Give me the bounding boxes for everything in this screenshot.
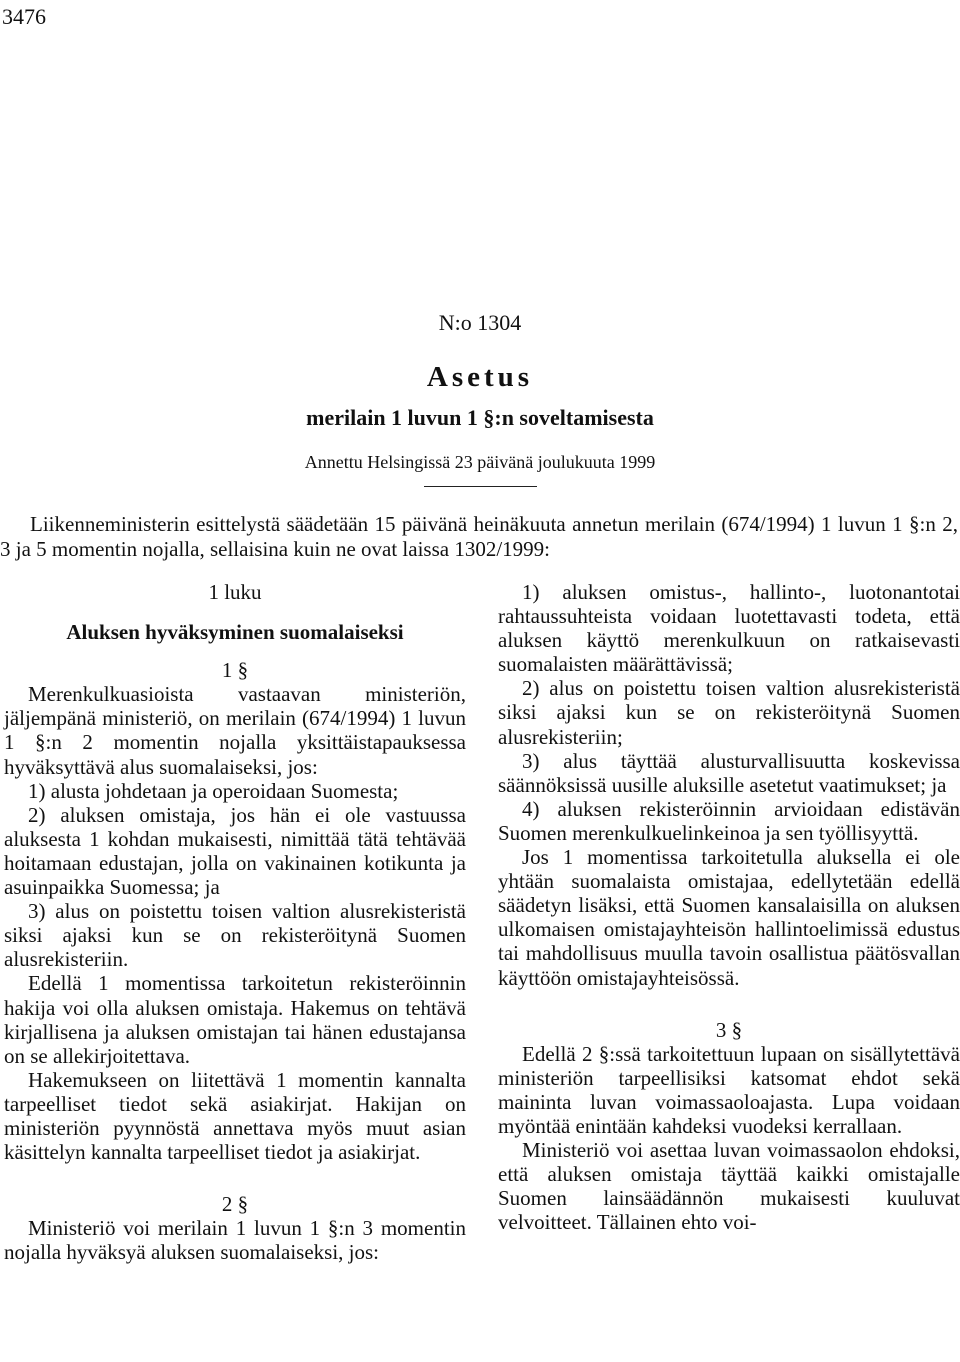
right-column (498, 580, 960, 1234)
section-1-item-2: 2) aluksen omistaja, jos hän ei ole vastuussa aluksesta 1 kohdan mukaisesti, nimittää tätä tehtävää hoitamaan edustajan, jolla on vakinainen kotikunta ja asuinpaikka Suomessa; ja (4, 802, 466, 900)
preamble (0, 512, 958, 562)
chapter-label: 1 luku (208, 580, 262, 604)
section-1-label: 1 § (221, 658, 249, 683)
preamble-text: Liikenneministerin esittelystä säädetään 15 päivänä heinäkuuta annetun merilain (674/1994) 1 luvun 1 §:n 2, 3 ja 5 momentin nojalla, sellaisina kuin ne ovat laissa 1302/1999: (0, 512, 958, 561)
section-2-item-2: 2) alus on poistettu toisen valtion alusrekisteristä siksi ajaksi kun se on rekisteröitynä Suomen alusrekisteriin; (498, 676, 960, 749)
section-2-paragraph-1: Ministeriö voi merilain 1 luvun 1 §:n 3 momentin nojalla hyväksyä aluksen suomalaiseksi, jos: (4, 1216, 466, 1265)
document-type: Asetus (426, 361, 534, 393)
section-3-label: 3 § (715, 1017, 743, 1042)
section-3-paragraph-2: Ministeriö voi asettaa luvan voimassaolon ehdoksi, että aluksen omistaja täyttää kaikki omistajalle Suomen lainsäädännön mukaisesti kuuluvat velvoitteet. Tällainen ehto voi- (498, 1138, 960, 1235)
section-1-paragraph-2: Edellä 1 momentissa tarkoitetun rekisteröinnin hakija voi olla aluksen omistaja. Hakemus on tehtävä kirjallisena ja aluksen omistajan tai hänen edustajansa on se allekirjoitettava. (4, 971, 466, 1068)
left-column (4, 580, 466, 1264)
issue-date-line: Annettu Helsingissä 23 päivänä joulukuuta 1999 (304, 452, 656, 472)
section-2-item-1: 1) aluksen omistus-, hallinto-, luotonantotai rahtaussuhteista voidaan luotettavasti todeta, että aluksen käyttö merenkulkuun on ratkaisevasti suomalaisten määrättävissä; (498, 580, 960, 677)
section-3-paragraph-1: Edellä 2 §:ssä tarkoitettuun lupaan on sisällytettävä ministeriön tarpeellisiksi katsomat ehdot sekä maininta luvan voimassaoloajasta. Lupa voidaan myöntää enintään kahdeksi vuodeksi kerrallaan. (498, 1041, 960, 1138)
chapter-heading: Aluksen hyväksyminen suomalaiseksi (66, 620, 404, 645)
section-2-item-3: 3) alus täyttää alusturvallisuutta koskevissa säännöksissä uusille aluksille asetetut vaatimukset; ja (498, 748, 960, 797)
section-1-item-3: 3) alus on poistettu toisen valtion alusrekisteristä siksi ajaksi kun se on rekisteröitynä Suomen alusrekisteriin. (4, 899, 466, 972)
section-2-label: 2 § (221, 1192, 249, 1217)
document-title: merilain 1 luvun 1 §:n soveltamisesta (306, 405, 654, 430)
statute-number: N:o 1304 (438, 310, 522, 335)
header-divider (424, 486, 537, 487)
section-2-item-4: 4) aluksen rekisteröinnin arvioidaan edistävän Suomen merenkulkuelinkeinoa ja sen työllisyyttä. (498, 796, 960, 845)
section-1-paragraph-3: Hakemukseen on liitettävä 1 momentin kannalta tarpeelliset tiedot sekä asiakirjat. Hakijan on ministeriön pyynnöstä annettava myös muut asian käsittelyn kannalta tarpeelliset tiedot ja asiakirjat. (4, 1067, 466, 1165)
section-1-item-1: 1) alusta johdetaan ja operoidaan Suomesta; (28, 778, 399, 803)
page-number: 3476 (2, 4, 46, 29)
section-2-paragraph-2: Jos 1 momentissa tarkoitetulla aluksella ei ole yhtään suomalaista omistajaa, edellytetään edellä säädetyn lisäksi, että Suomen kansalaisilla on aluksen ulkomaisen omistajayhteisön hallintoelimissä edustus tai mahdollisuus muulla tavoin osallistua päätösvallan käyttöön omistajayhteisössä. (498, 845, 960, 990)
section-1-paragraph-1: Merenkulkuasioista vastaavan ministeriön, jäljempänä ministeriö, on merilain (674/1994) 1 luvun 1 §:n 2 momentin nojalla yksittäistapauksessa hyväksyttävä alus suomalaiseksi, jos: (4, 682, 466, 779)
